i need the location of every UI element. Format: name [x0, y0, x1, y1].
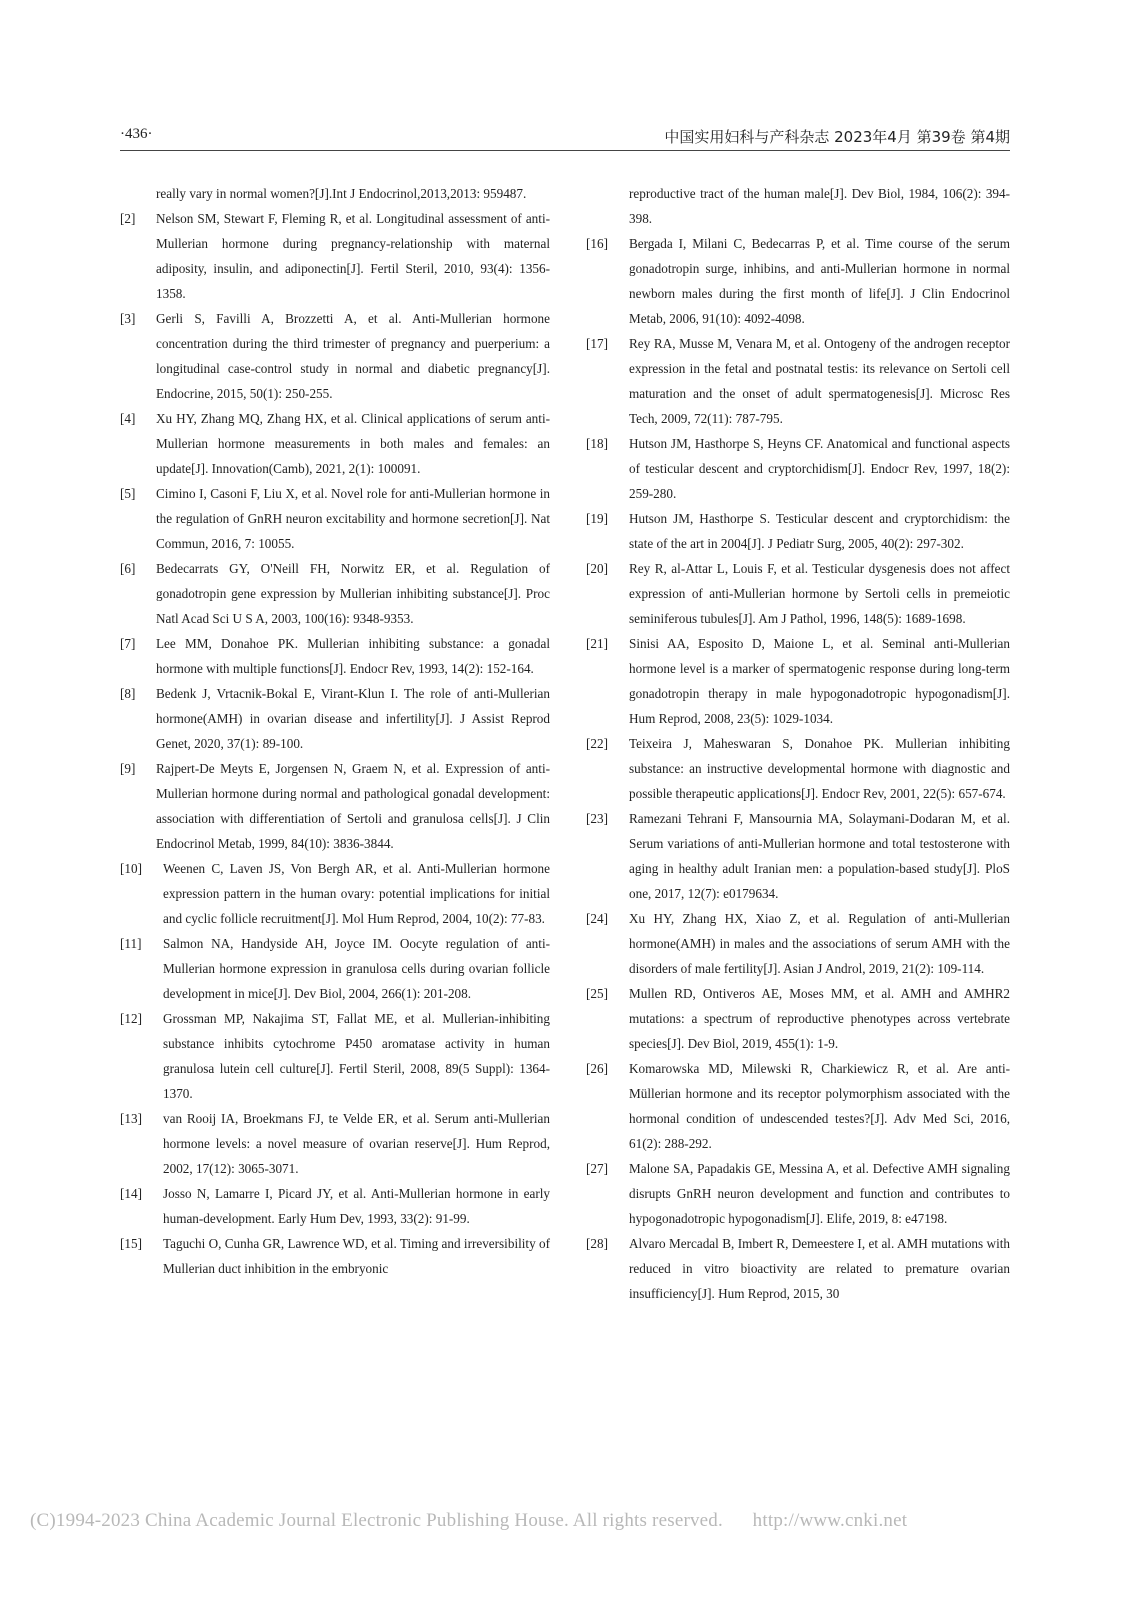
reference-text: van Rooij IA, Broekmans FJ, te Velde ER, et al. Serum anti-Mullerian hormone levels: a novel measure of ovarian reserve[J]. Hum Reprod, 2002, 17(12): 3065-3071.: [163, 1111, 550, 1176]
reference-entry: [120, 856, 550, 931]
reference-entry: [586, 181, 1010, 231]
reference-number: [25]: [586, 986, 608, 1001]
reference-entry: [586, 556, 1010, 631]
references-left-column: [120, 181, 550, 1281]
reference-number: [13]: [120, 1111, 142, 1126]
reference-number: [23]: [586, 811, 608, 826]
reference-number: [12]: [120, 1011, 142, 1026]
page-footer: [30, 1510, 1110, 1532]
reference-text: Mullen RD, Ontiveros AE, Moses MM, et al. AMH and AMHR2 mutations: a spectrum of reproductive phenotypes across vertebrate species[J]. Dev Biol, 2019, 455(1): 1-9.: [629, 986, 1010, 1051]
reference-text: reproductive tract of the human male[J]. Dev Biol, 1984, 106(2): 394-398.: [629, 186, 1010, 226]
reference-entry: [120, 1106, 550, 1181]
reference-entry: [120, 631, 550, 681]
reference-text: Komarowska MD, Milewski R, Charkiewicz R, et al. Are anti-Müllerian hormone and its receptor polymorphism associated with the hormonal condition of undescended testes?[J]. Adv Med Sci, 2016, 61(2): 288-292.: [629, 1061, 1010, 1151]
reference-entry: [586, 331, 1010, 431]
reference-text: Rey R, al-Attar L, Louis F, et al. Testicular dysgenesis does not affect expression of anti-Mullerian hormone by Sertoli cells in premeiotic seminiferous tubules[J]. Am J Pathol, 1996, 148(5): 1689-1698.: [629, 561, 1010, 626]
reference-number: [21]: [586, 636, 608, 651]
reference-number: [6]: [120, 561, 136, 576]
reference-number: [15]: [120, 1236, 142, 1251]
reference-entry: [120, 931, 550, 1006]
reference-text: Bedecarrats GY, O'Neill FH, Norwitz ER, et al. Regulation of gonadotropin gene expression by Mullerian inhibiting substance[J]. Proc Natl Acad Sci U S A, 2003, 100(16): 9348-9353.: [156, 561, 550, 626]
reference-entry: [120, 481, 550, 556]
header-rule: [120, 150, 1010, 151]
reference-number: [24]: [586, 911, 608, 926]
reference-entry: [586, 906, 1010, 981]
reference-number: [14]: [120, 1186, 142, 1201]
reference-entry: [120, 406, 550, 481]
reference-text: Grossman MP, Nakajima ST, Fallat ME, et al. Mullerian-inhibiting substance inhibits cytochrome P450 aromatase activity in human granulosa lutein cell culture[J]. Fertil Steril, 2008, 89(5 Suppl): 1364-1370.: [163, 1011, 550, 1101]
reference-entry: [586, 806, 1010, 906]
reference-entry: [120, 1231, 550, 1281]
reference-number: [19]: [586, 511, 608, 526]
page-number: ·436·: [120, 126, 153, 142]
reference-number: [7]: [120, 636, 136, 651]
reference-entry: [586, 231, 1010, 331]
reference-number: [18]: [586, 436, 608, 451]
reference-text: Ramezani Tehrani F, Mansournia MA, Solaymani-Dodaran M, et al. Serum variations of anti-Mullerian hormone and total testosterone with aging in healthy adult Iranian men: a population-based study[J]. PloS one, 2017, 12(7): e0179634.: [629, 811, 1010, 901]
reference-number: [9]: [120, 761, 136, 776]
reference-text: Alvaro Mercadal B, Imbert R, Demeestere I, et al. AMH mutations with reduced in vitro bioactivity are related to premature ovarian insufficiency[J]. Hum Reprod, 2015, 30: [629, 1236, 1010, 1301]
reference-entry: [120, 206, 550, 306]
reference-text: Cimino I, Casoni F, Liu X, et al. Novel role for anti-Mullerian hormone in the regulation of GnRH neuron excitability and hormone secretion[J]. Nat Commun, 2016, 7: 10055.: [156, 486, 550, 551]
reference-text: Xu HY, Zhang MQ, Zhang HX, et al. Clinical applications of serum anti-Mullerian hormone measurements in both males and females: an update[J]. Innovation(Camb), 2021, 2(1): 100091.: [156, 411, 550, 476]
reference-number: [5]: [120, 486, 136, 501]
reference-text: Taguchi O, Cunha GR, Lawrence WD, et al. Timing and irreversibility of Mullerian duct inhibition in the embryonic: [163, 1236, 550, 1276]
reference-entry: [120, 1006, 550, 1106]
reference-entry: [120, 556, 550, 631]
reference-number: [10]: [120, 861, 142, 876]
reference-text: Xu HY, Zhang HX, Xiao Z, et al. Regulation of anti-Mullerian hormone(AMH) in males and the associations of serum AMH with the disorders of male fertility[J]. Asian J Androl, 2019, 21(2): 109-114.: [629, 911, 1010, 976]
references-right-column: [586, 181, 1010, 1306]
reference-number: [3]: [120, 311, 136, 326]
reference-number: [4]: [120, 411, 136, 426]
reference-text: Sinisi AA, Esposito D, Maione L, et al. Seminal anti-Mullerian hormone level is a marker of spermatogenic response during long-term gonadotropin therapy in male hypogonadotropic hypogonadism[J]. Hum Reprod, 2008, 23(5): 1029-1034.: [629, 636, 1010, 726]
reference-entry: [586, 1231, 1010, 1306]
reference-text: Bergada I, Milani C, Bedecarras P, et al. Time course of the serum gonadotropin surge, inhibins, and anti-Mullerian hormone in normal newborn males during the first month of life[J]. J Clin Endocrinol Metab, 2006, 91(10): 4092-4098.: [629, 236, 1010, 326]
reference-number: [17]: [586, 336, 608, 351]
reference-entry: [120, 181, 550, 206]
reference-text: Nelson SM, Stewart F, Fleming R, et al. Longitudinal assessment of anti-Mullerian hormone during pregnancy-relationship with maternal adiposity, insulin, and adiponectin[J]. Fertil Steril, 2010, 93(4): 1356-1358.: [156, 211, 550, 301]
reference-entry: [586, 731, 1010, 806]
reference-text: Salmon NA, Handyside AH, Joyce IM. Oocyte regulation of anti-Mullerian hormone expression in granulosa cells during ovarian follicle development in mice[J]. Dev Biol, 2004, 266(1): 201-208.: [163, 936, 550, 1001]
reference-text: Bedenk J, Vrtacnik-Bokal E, Virant-Klun I. The role of anti-Mullerian hormone(AMH) in ovarian disease and infertility[J]. J Assist Reprod Genet, 2020, 37(1): 89-100.: [156, 686, 550, 751]
copyright-notice: (C)1994-2023 China Academic Journal Electronic Publishing House. All rights reserved.: [30, 1510, 723, 1531]
reference-entry: [120, 756, 550, 856]
reference-entry: [586, 981, 1010, 1056]
reference-number: [22]: [586, 736, 608, 751]
reference-entry: [586, 1156, 1010, 1231]
reference-number: [28]: [586, 1236, 608, 1251]
reference-text: Teixeira J, Maheswaran S, Donahoe PK. Mullerian inhibiting substance: an instructive developmental hormone with diagnostic and possible therapeutic applications[J]. Endocr Rev, 2001, 22(5): 657-674.: [629, 736, 1010, 801]
reference-number: [2]: [120, 211, 136, 226]
reference-entry: [120, 681, 550, 756]
reference-text: Lee MM, Donahoe PK. Mullerian inhibiting substance: a gonadal hormone with multiple functions[J]. Endocr Rev, 1993, 14(2): 152-164.: [156, 636, 550, 676]
journal-title: 中国实用妇科与产科杂志 2023年4月 第39卷 第4期: [664, 128, 1010, 146]
reference-text: Malone SA, Papadakis GE, Messina A, et al. Defective AMH signaling disrupts GnRH neuron development and function and contributes to hypogonadotropic hypogonadism[J]. Elife, 2019, 8: e47198.: [629, 1161, 1010, 1226]
reference-text: Hutson JM, Hasthorpe S, Heyns CF. Anatomical and functional aspects of testicular descent and cryptorchidism[J]. Endocr Rev, 1997, 18(2): 259-280.: [629, 436, 1010, 501]
reference-number: [20]: [586, 561, 608, 576]
reference-entry: [120, 1181, 550, 1231]
reference-text: Rey RA, Musse M, Venara M, et al. Ontogeny of the androgen receptor expression in the fetal and postnatal testis: its relevance on Sertoli cell maturation and the onset of adult spermatogenesis[J]. Microsc Res Tech, 2009, 72(11): 787-795.: [629, 336, 1010, 426]
reference-entry: [586, 1056, 1010, 1156]
reference-entry: [586, 431, 1010, 506]
page-header: [120, 126, 1010, 150]
reference-number: [26]: [586, 1061, 608, 1076]
reference-entry: [120, 306, 550, 406]
reference-number: [16]: [586, 236, 608, 251]
reference-text: really vary in normal women?[J].Int J Endocrinol,2013,2013: 959487.: [156, 186, 527, 201]
reference-number: [11]: [120, 936, 142, 951]
reference-text: Gerli S, Favilli A, Brozzetti A, et al. Anti-Mullerian hormone concentration during the third trimester of pregnancy and puerperium: a longitudinal case-control study in normal and diabetic pregnancy[J]. Endocrine, 2015, 50(1): 250-255.: [156, 311, 550, 401]
reference-entry: [586, 506, 1010, 556]
cnki-url: http://www.cnki.net: [752, 1510, 908, 1531]
reference-entry: [586, 631, 1010, 731]
reference-text: Josso N, Lamarre I, Picard JY, et al. Anti-Mullerian hormone in early human-development. Early Hum Dev, 1993, 33(2): 91-99.: [163, 1186, 550, 1226]
reference-text: Hutson JM, Hasthorpe S. Testicular descent and cryptorchidism: the state of the art in 2004[J]. J Pediatr Surg, 2005, 40(2): 297-302.: [629, 511, 1010, 551]
reference-text: Rajpert-De Meyts E, Jorgensen N, Graem N, et al. Expression of anti-Mullerian hormone during normal and pathological gonadal development: association with differentiation of Sertoli and granulosa cells[J]. J Clin Endocrinol Metab, 1999, 84(10): 3836-3844.: [156, 761, 550, 851]
reference-text: Weenen C, Laven JS, Von Bergh AR, et al. Anti-Mullerian hormone expression pattern in the human ovary: potential implications for initial and cyclic follicle recruitment[J]. Mol Hum Reprod, 2004, 10(2): 77-83.: [163, 861, 550, 926]
reference-number: [8]: [120, 686, 136, 701]
reference-number: [27]: [586, 1161, 608, 1176]
